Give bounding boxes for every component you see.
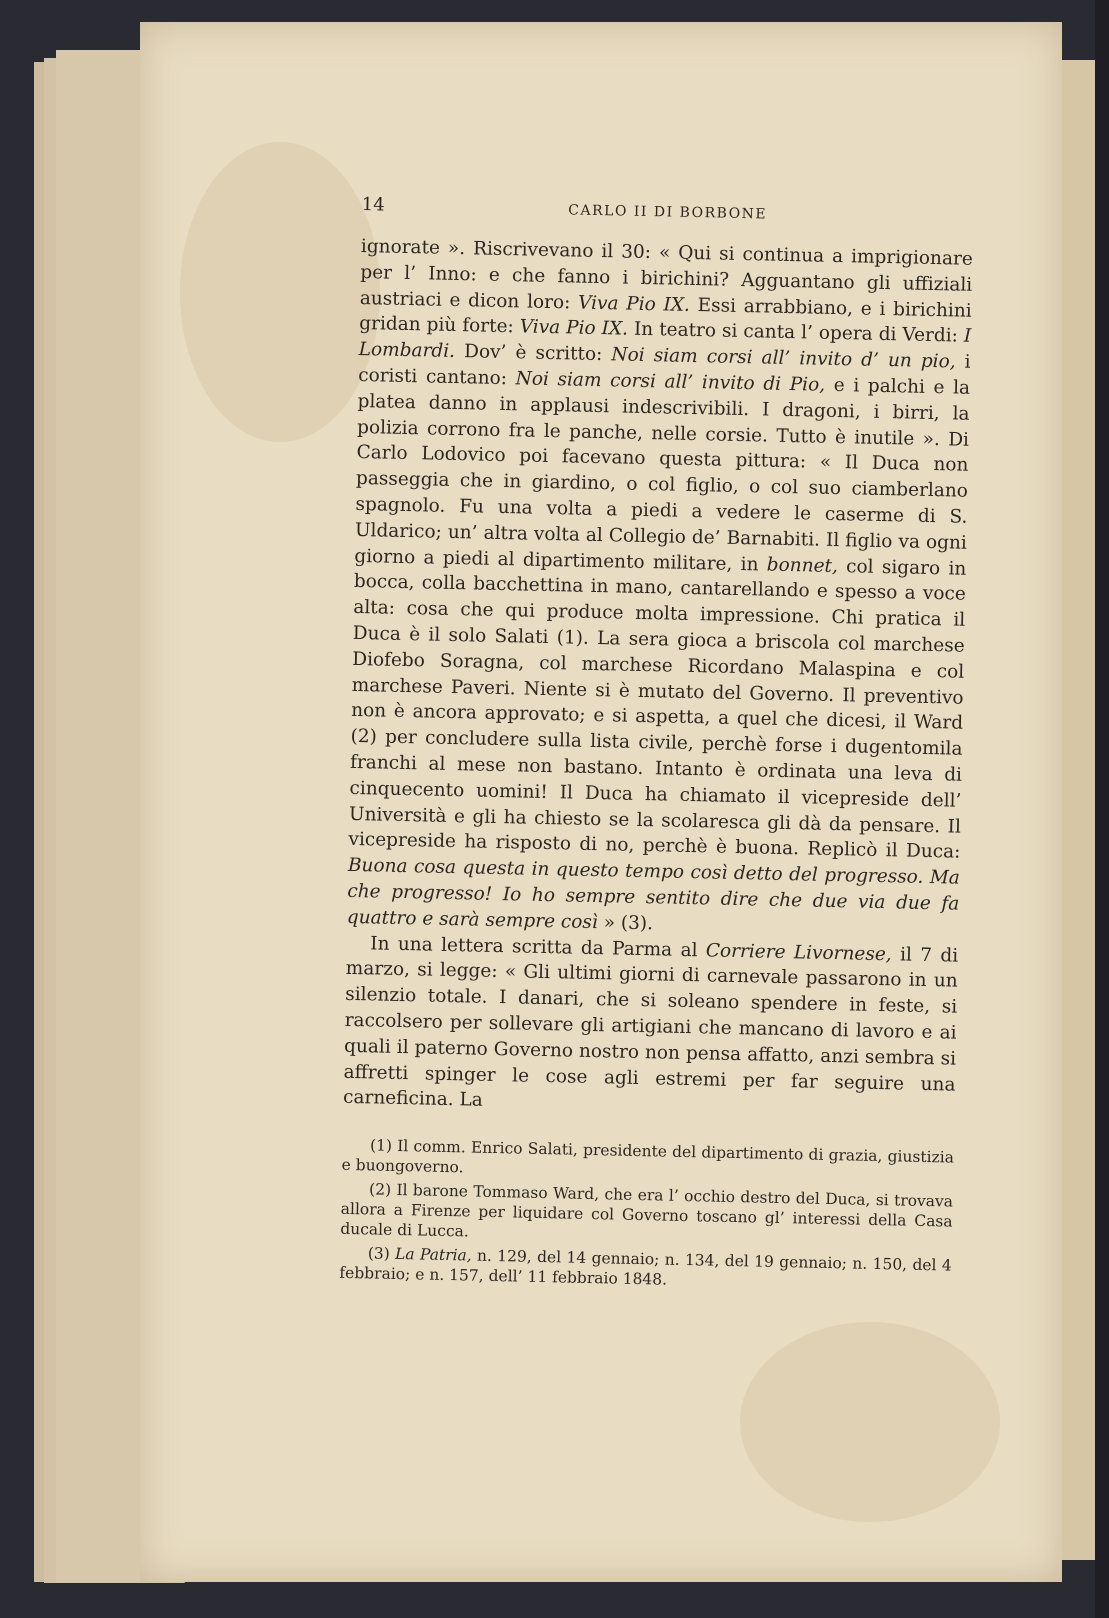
italic-run: La Patria, bbox=[394, 1245, 472, 1265]
text-run: col sigaro in bocca, colla bacchettina in mano, cantarellando e spesso a voce alta: cosa che qui produce molta impressione. Chi pratica il Duca è il solo Salati (1). La sera gioca a briscola col marchese Diofebo Soragna, col marchese Ricordano Malaspina e col marchese Paveri. Niente si è mutato del Governo. Il preventivo non è ancora approvato; e si aspetta, a quel che dicesi, il Ward (2) per concludere sulla lista civile, perchè forse i dugentomila franchi al mese non bastano. Intanto è ordinata una leva di cinquecento uomini! Il Duca ha chiamato il vicepreside dell’ Università e gli ha chiesto se la scolaresca gli dà da pensare. Il vicepreside ha risposto di no, perchè è buona. Replicò il Duca: bbox=[348, 555, 967, 864]
text-run: i coristi cantano: bbox=[357, 351, 971, 390]
text-run: Essi arrabbiano, e i birichini gridan più forte: bbox=[359, 294, 972, 338]
text-run: » (3). bbox=[597, 911, 654, 934]
text-run: n. 129, del 14 gennaio; n. 134, del 19 gennaio; n. 150, del 4 febbraio; e n. 157, dell’ 11 febbraio 1848. bbox=[339, 1246, 952, 1289]
page-content bbox=[339, 194, 974, 1300]
italic-run: Noi siam corsi all’ invito d’ un pio, bbox=[611, 344, 956, 373]
text-run: (3) bbox=[367, 1244, 396, 1264]
footnote-1 bbox=[341, 1135, 954, 1188]
text-run: il 7 di marzo, si legge: « Gli ultimi giorni di carnevale passarono in un silenzio totale. I danari, che si soleano spendere in feste, si raccolsero per sollevare gli artigiani che mancano di lavoro e ai quali il paterno Governo nostro non pensa affatto, anzi sembra si affretti spinger le cose agli estremi per far seguire una carneficina. La bbox=[342, 943, 959, 1112]
italic-run: I Lombardi. bbox=[358, 326, 972, 363]
text-run: (2) Il barone Tommaso Ward, che era l’ occhio destro del Duca, si trovava allora a Firenze per liquidare col Governo toscano gl’ interessi della Casa ducale di Lucca. bbox=[340, 1180, 954, 1241]
paper-stain bbox=[180, 142, 380, 442]
text-run: ignorate ». Riscrivevano il 30: « Qui si continua a imprigionare per l’ Inno: e che fanno i birichini? Agguantano gli uffiziali austriaci e dicon loro: bbox=[359, 235, 973, 314]
footnotes bbox=[339, 1135, 954, 1296]
italic-run: Buona cosa questa in questo tempo così detto del progresso. Ma che progresso! Io ho sempre sentito dire che due via due fa quattro e sarà sempre così bbox=[346, 854, 961, 933]
italic-run: Viva Pio IX. bbox=[577, 292, 691, 316]
paper-stain bbox=[740, 1322, 1000, 1522]
body-text bbox=[343, 234, 973, 1124]
text-run: Dov’ è scritto: bbox=[454, 341, 612, 366]
text-run: e i palchi e la platea danno in applausi indescrivibili. I dragoni, i birri, la polizia corrono fra le panche, nelle corsie. Tutto è inutile ». Di Carlo Lodovico poi facevano questa pittura: « Il Duca non passeggia che in giardino, o col figlio, o col suo ciamberlano spagnolo. Fu una volta a piedi a vedere le caserme di S. Uldarico; un’ altra volta al Collegio de’ Barnabiti. Il figlio va ogni giorno a piedi al dipartimento militare, in bbox=[354, 374, 971, 576]
italic-run: Noi siam corsi all’ invito di Pio, bbox=[515, 368, 826, 396]
page-number: 14 bbox=[361, 194, 385, 216]
paragraph bbox=[343, 930, 959, 1123]
footnote-2 bbox=[340, 1179, 953, 1252]
background-edge bbox=[1095, 0, 1109, 1618]
italic-run: Corriere Livornese, bbox=[705, 939, 892, 965]
running-title: CARLO II DI BORBONE bbox=[568, 202, 768, 223]
text-run: In teatro si canta l’ opera di Verdi: bbox=[627, 318, 965, 348]
italic-run: bonnet, bbox=[766, 554, 839, 577]
book-page bbox=[140, 22, 1062, 1582]
italic-run: Viva Pio IX. bbox=[519, 316, 629, 340]
footnote-3 bbox=[339, 1243, 952, 1296]
paragraph bbox=[347, 234, 973, 943]
text-run: (1) Il comm. Enrico Salati, presidente del dipartimento di grazia, giustizia e buongoverno. bbox=[341, 1136, 955, 1177]
text-run: In una lettera scritta da Parma al bbox=[370, 932, 707, 961]
